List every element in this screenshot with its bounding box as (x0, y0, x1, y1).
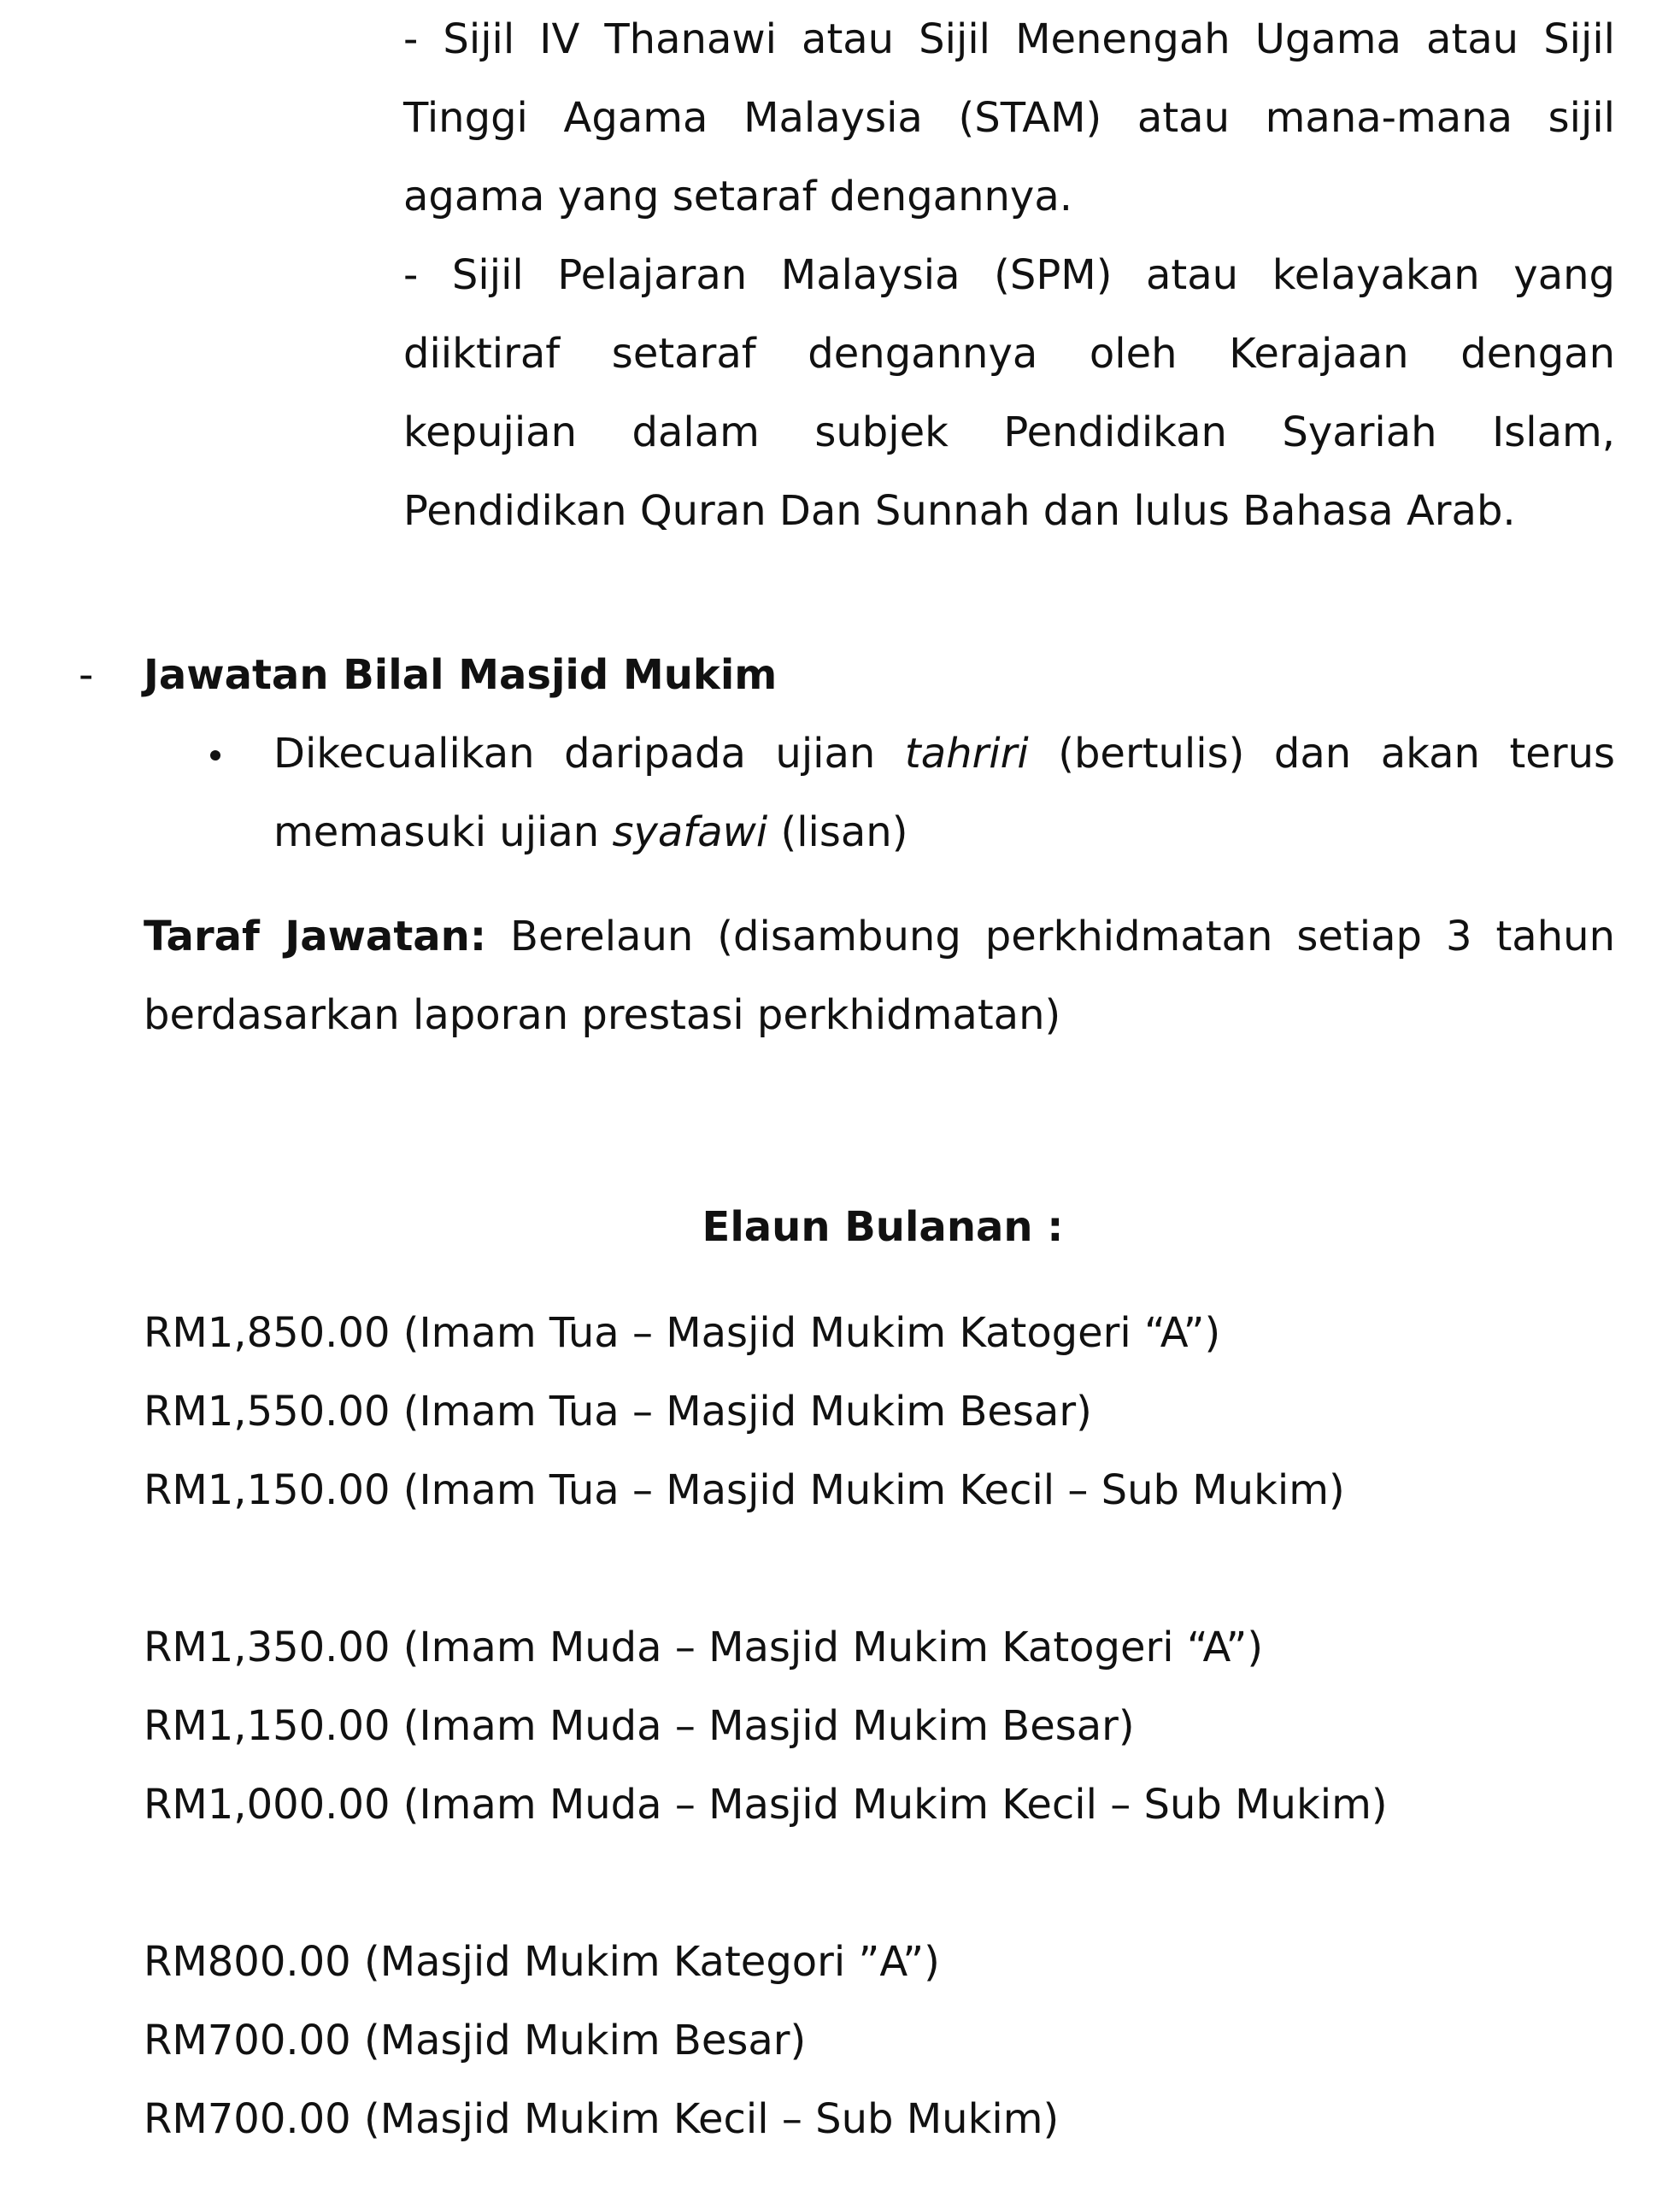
qualification-2-line-3: kepujian dalam subjek Pendidikan Syariah Islam, (403, 408, 1615, 456)
allowance-row: RM700.00 (Masjid Mukim Besar) (144, 2017, 807, 2064)
qualification-1-line-1: - Sijil IV Thanawi atau Sijil Menengah Ugama atau Sijil (403, 15, 1615, 63)
qualification-2-line-4: Pendidikan Quran Dan Sunnah dan lulus Bahasa Arab. (403, 487, 1516, 535)
taraf-label: Taraf Jawatan: (144, 913, 487, 960)
qualification-1-line-2: Tinggi Agama Malaysia (STAM) atau mana-mana sijil (403, 94, 1615, 142)
bilal-bullet-italic-2: syafawi (612, 808, 768, 856)
bilal-bullet-text-1: Dikecualikan daripada ujian (273, 730, 905, 778)
qualification-2-line-2: diiktiraf setaraf dengannya oleh Kerajaan dengan (403, 330, 1615, 378)
allowance-row: RM1,000.00 (Imam Muda – Masjid Mukim Kecil – Sub Mukim) (144, 1781, 1388, 1829)
bilal-bullet-text-2: (bertulis) dan akan terus (1028, 730, 1615, 778)
bilal-bullet-text-3: memasuki ujian (273, 808, 613, 856)
bilal-heading: Jawatan Bilal Masjid Mukim (144, 651, 778, 699)
section-dash-marker: - (79, 651, 94, 699)
allowance-row: RM1,350.00 (Imam Muda – Masjid Mukim Katogeri “A”) (144, 1624, 1264, 1671)
qualification-2-line-1: - Sijil Pelajaran Malaysia (SPM) atau kelayakan yang (403, 251, 1615, 299)
allowance-row: RM800.00 (Masjid Mukim Kategori ”A”) (144, 1938, 940, 1986)
bilal-bullet-italic-1: tahriri (904, 730, 1029, 778)
taraf-text-1: Berelaun (disambung perkhidmatan setiap 3 tahun (486, 913, 1615, 960)
allowance-row: RM1,150.00 (Imam Muda – Masjid Mukim Besar) (144, 1702, 1135, 1750)
bilal-bullet-text-4: (lisan) (767, 808, 908, 856)
taraf-line-1 (144, 897, 1615, 976)
allowance-row: RM1,850.00 (Imam Tua – Masjid Mukim Katogeri “A”) (144, 1309, 1221, 1357)
bilal-bullet-line-1 (273, 714, 1615, 793)
allowance-heading: Elaun Bulanan : (702, 1203, 1064, 1251)
bullet-icon (210, 750, 220, 760)
allowance-row: RM1,550.00 (Imam Tua – Masjid Mukim Besar) (144, 1388, 1092, 1436)
qualification-1-line-3: agama yang setaraf dengannya. (403, 173, 1072, 220)
bilal-bullet-line-2 (273, 793, 908, 872)
allowance-row: RM700.00 (Masjid Mukim Kecil – Sub Mukim) (144, 2095, 1060, 2143)
taraf-line-2: berdasarkan laporan prestasi perkhidmatan) (144, 991, 1061, 1039)
allowance-row: RM1,150.00 (Imam Tua – Masjid Mukim Kecil – Sub Mukim) (144, 1466, 1345, 1514)
